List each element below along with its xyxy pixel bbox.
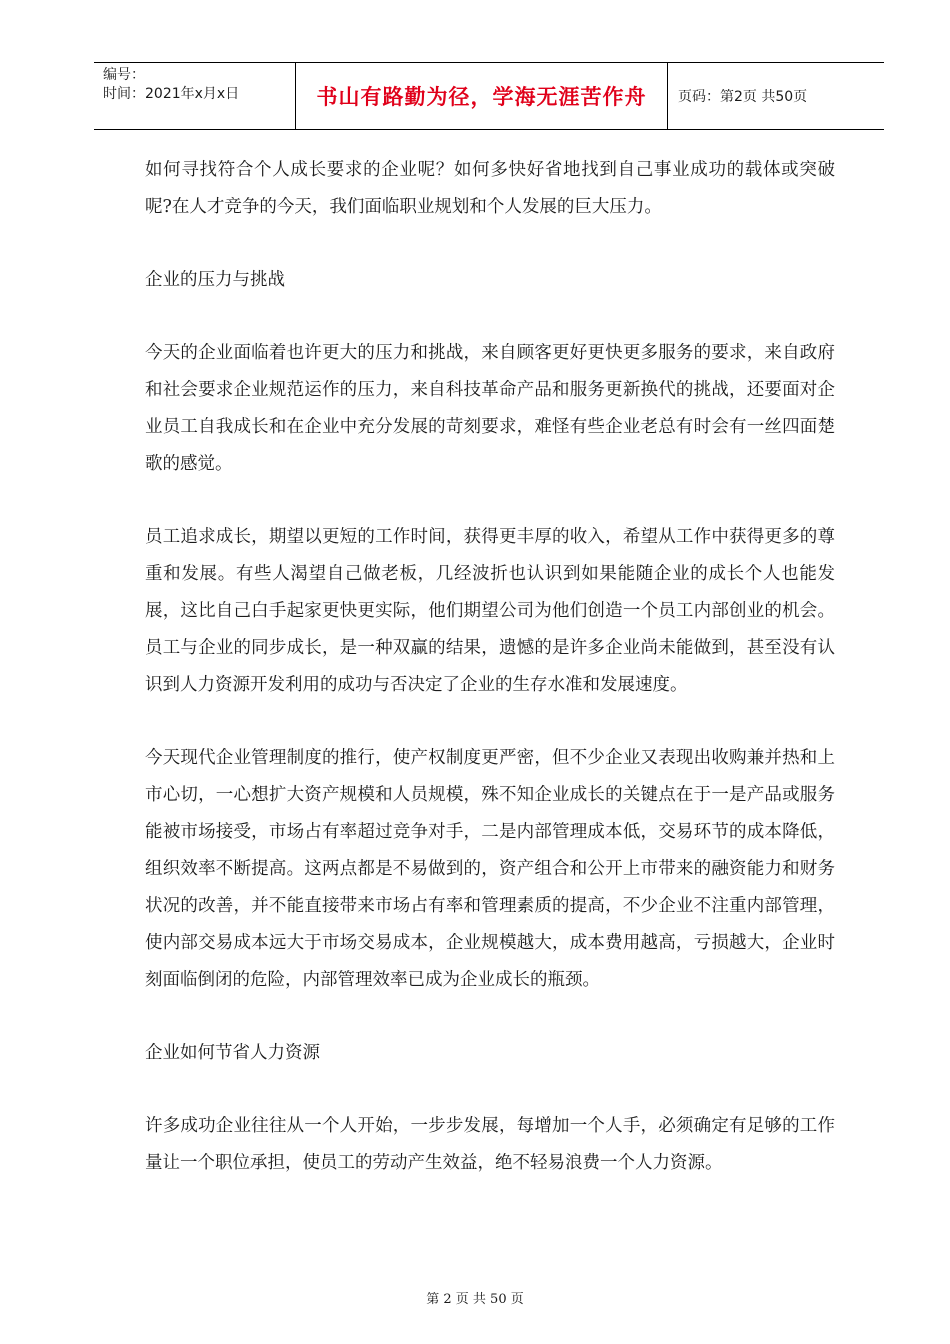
section-heading: 企业如何节省人力资源 — [145, 1043, 320, 1063]
page-header — [94, 62, 884, 130]
section-heading: 企业的压力与挑战 — [145, 270, 285, 290]
paragraph: 今天现代企业管理制度的推行，使产权制度更严密，但不少企业又表现出收购兼并热和上市心切，一心想扩大资产规模和人员规模，殊不知企业成长的关键点在于一是产品或服务能被市场接受，市场占有率超过竞争对手，二是内部管理成本低，交易环节的成本降低，组织效率不断提高。这两点都是不易做到的，资产组合和公开上市带来的融资能力和财务状况的改善，并不能直接带来市场占有率和管理素质的提高，不少企业不注重内部管理，使内部交易成本远大于市场交易成本，企业规模越大，成本费用越高，亏损越大，企业时刻面临倒闭的危险，内部管理效率已成为企业成长的瓶颈。 — [145, 748, 835, 990]
document-body — [145, 152, 835, 1182]
header-time-label: 时间：2021年x月x日 — [103, 86, 240, 102]
header-motto: 书山有路勤为径，学海无涯苦作舟 — [296, 63, 668, 129]
paragraph: 如何寻找符合个人成长要求的企业呢？如何多快好省地找到自己事业成功的载体或突破呢?在人才竞争的今天，我们面临职业规划和个人发展的巨大压力。 — [145, 160, 835, 217]
header-page-info: 页码：第2页 共50页 — [678, 89, 808, 105]
header-number-label: 编号： — [103, 67, 145, 83]
page-footer: 第 2 页 共 50 页 — [426, 1292, 524, 1307]
paragraph: 员工追求成长，期望以更短的工作时间，获得更丰厚的收入，希望从工作中获得更多的尊重和发展。有些人渴望自己做老板，几经波折也认识到如果能随企业的成长个人也能发展，这比自己白手起家更快更实际，他们期望公司为他们创造一个员工内部创业的机会。员工与企业的同步成长，是一种双赢的结果，遗憾的是许多企业尚未能做到，甚至没有认识到人力资源开发利用的成功与否决定了企业的生存水准和发展速度。 — [145, 527, 835, 695]
header-meta — [94, 63, 296, 129]
paragraph: 今天的企业面临着也许更大的压力和挑战，来自顾客更好更快更多服务的要求，来自政府和社会要求企业规范运作的压力，来自科技革命产品和服务更新换代的挑战，还要面对企业员工自我成长和在企业中充分发展的苛刻要求，难怪有些企业老总有时会有一丝四面楚歌的感觉。 — [145, 343, 835, 474]
paragraph: 许多成功企业往往从一个人开始，一步步发展，每增加一个人手，必须确定有足够的工作量让一个职位承担，使员工的劳动产生效益，绝不轻易浪费一个人力资源。 — [145, 1116, 835, 1173]
